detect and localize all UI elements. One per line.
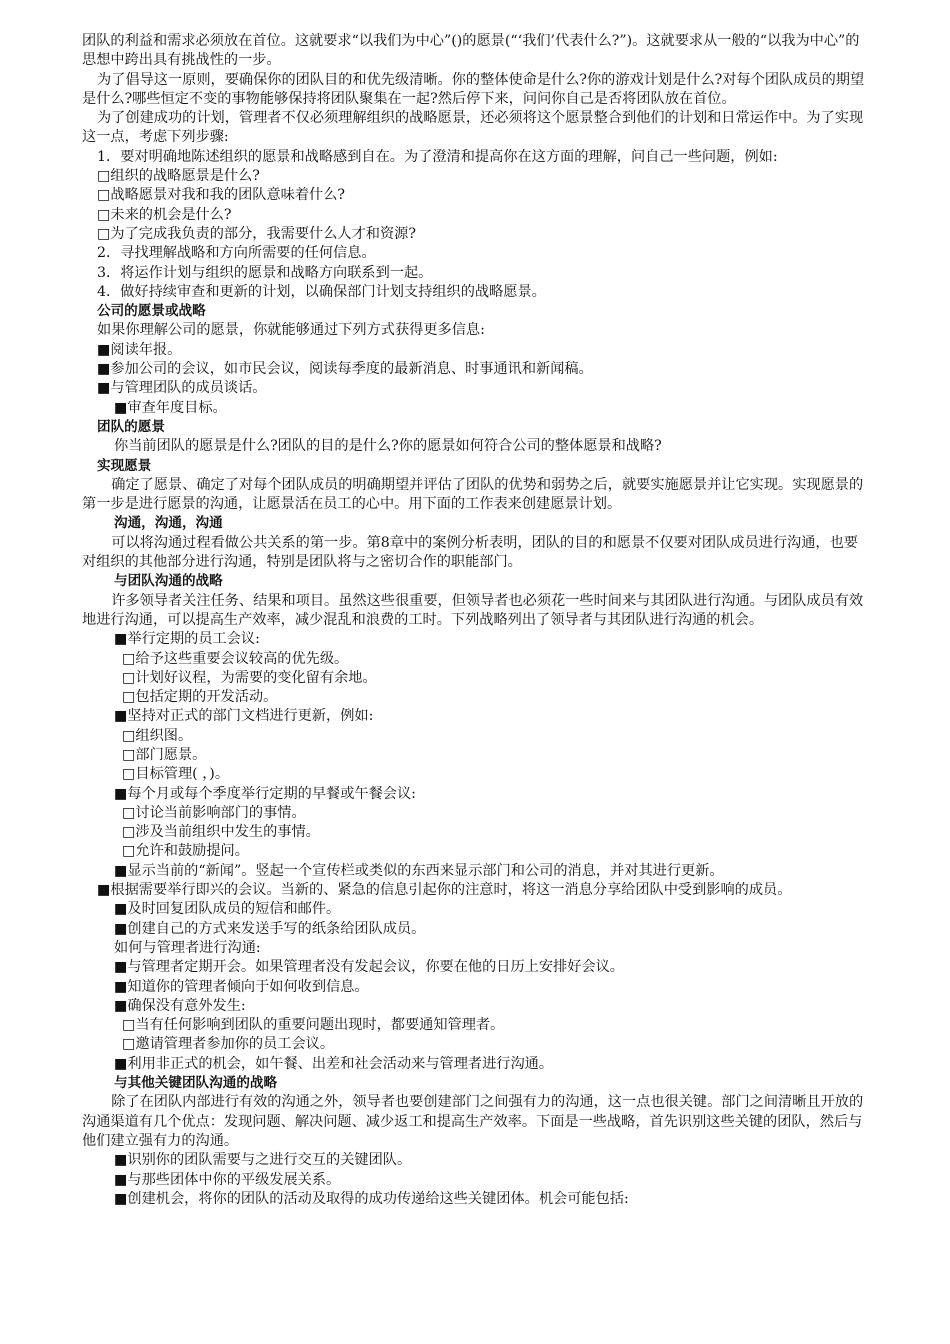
body-paragraph: ■创建自己的方式来发送手写的纸条给团队成员。 [114, 920, 426, 937]
section-heading: 与其他关键团队沟通的战略 [114, 1075, 278, 1092]
body-paragraph: ■及时回复团队成员的短信和邮件。 [114, 901, 341, 918]
body-paragraph: □讨论当前影响部门的事情。 [122, 804, 306, 821]
body-paragraph: □给予这些重要会议较高的优先级。 [122, 650, 349, 667]
body-paragraph: □组织图。 [122, 727, 193, 744]
body-paragraph: □计划好议程，为需要的变化留有余地。 [122, 669, 377, 686]
body-paragraph: □允许和鼓励提问。 [122, 843, 249, 860]
body-paragraph: ■与那些团体中你的平级发展关系。 [114, 1171, 341, 1188]
body-paragraph: ■识别你的团队需要与之进行交互的关键团队。 [114, 1152, 412, 1169]
body-paragraph: 团队的利益和需求必须放在首位。这就要求“以我们为中心”()的愿景(“‘我们’代表什么?”)。这就要求从一般的“以我为中心”的思想中跨出具有挑战性的一步。 [82, 33, 860, 69]
body-paragraph: □涉及当前组织中发生的事情。 [122, 824, 320, 841]
body-paragraph: ■坚持对正式的部门文档进行更新，例如: [114, 708, 374, 725]
body-paragraph: □包括定期的开发活动。 [122, 689, 278, 706]
body-paragraph: □战略愿景对我和我的团队意味着什么? [97, 187, 346, 204]
section-heading: 团队的愿景 [97, 418, 165, 435]
body-paragraph: ■与管理团队的成员谈话。 [97, 380, 267, 397]
section-heading: 公司的愿景或战略 [97, 303, 206, 320]
body-paragraph: □目标管理( ，)。 [122, 766, 230, 783]
body-paragraph: 如何与管理者进行沟通: [114, 939, 261, 956]
body-paragraph: ■与管理者定期开会。如果管理者没有发起会议，你要在他的日历上安排好会议。 [114, 959, 624, 976]
body-paragraph: 可以将沟通过程看做公共关系的第一步。第8章中的案例分析表明，团队的目的和愿景不仅要对团队成员进行沟通，也要对组织的其他部分进行沟通，特别是团队将与之密切合作的职能部门。 [82, 534, 858, 571]
body-paragraph: ■阅读年报。 [97, 341, 182, 358]
body-paragraph: □部门愿景。 [122, 746, 207, 763]
body-paragraph: ■根据需要举行即兴的会议。当新的、紧急的信息引起你的注意时，将这一消息分享给团队中受到影响的成员。 [97, 882, 792, 899]
body-paragraph: ■显示当前的“新闻”。竖起一个宣传栏或类似的东西来显示部门和公司的消息，并对其进行更新。 [114, 862, 724, 879]
body-paragraph: □邀请管理者参加你的员工会议。 [122, 1036, 335, 1053]
body-paragraph: 确定了愿景、确定了对每个团队成员的明确期望并评估了团队的优势和弱势之后，就要实施愿景并让它实现。实现愿景的第一步是进行愿景的沟通，让愿景活在员工的心中。用下面的工作表来创建愿景计划。 [82, 476, 864, 513]
body-paragraph: □为了完成我负责的部分，我需要什么人才和资源? [97, 225, 416, 242]
body-paragraph: ■审查年度目标。 [114, 399, 227, 416]
body-paragraph: 4．做好持续审查和更新的计划，以确保部门计划支持组织的战略愿景。 [97, 283, 546, 300]
body-paragraph: ■举行定期的员工会议: [114, 631, 260, 648]
body-paragraph: □组织的战略愿景是什么? [97, 168, 260, 185]
body-paragraph: ■利用非正式的机会，如午餐、出差和社会活动来与管理者进行沟通。 [114, 1055, 554, 1072]
section-heading: 沟通，沟通，沟通 [114, 515, 223, 532]
body-paragraph: 你当前团队的愿景是什么?团队的目的是什么?你的愿景如何符合公司的整体愿景和战略? [114, 438, 662, 455]
body-paragraph: 如果你理解公司的愿景，你就能够通过下列方式获得更多信息: [97, 322, 485, 339]
body-paragraph: ■确保没有意外发生: [114, 997, 246, 1014]
section-heading: 与团队沟通的战略 [114, 573, 223, 590]
body-paragraph: □当有任何影响到团队的重要问题出现时，都要通知管理者。 [122, 1017, 505, 1034]
body-paragraph: 为了倡导这一原则，要确保你的团队目的和优先级清晰。你的整体使命是什么?你的游戏计划是什么?对每个团队成员的期望是什么?哪些恒定不变的事物能够保持将团队聚集在一起?然后停下来，问问你自己是否将团队放在首位。 [82, 71, 865, 107]
body-paragraph: ■每个月或每个季度举行定期的早餐或午餐会议: [114, 785, 416, 802]
section-heading: 实现愿景 [97, 457, 152, 474]
body-paragraph: 为了创建成功的计划，管理者不仅必须理解组织的战略愿景，还必须将这个愿景整合到他们的计划和日常运作中。为了实现这一点，考虑下列步骤: [82, 110, 864, 146]
body-paragraph: 2．寻找理解战略和方向所需要的任何信息。 [97, 245, 376, 262]
body-paragraph: 许多领导者关注任务、结果和项目。虽然这些很重要，但领导者也必须花一些时间来与其团队进行沟通。与团队成员有效地进行沟通，可以提高生产效率，减少混乱和浪费的工时。下列战略列出了领导者与其团队进行沟通的机会。 [82, 592, 864, 628]
body-paragraph: 1．要对明确地陈述组织的愿景和战略感到自在。为了澄清和提高你在这方面的理解，问自己一些问题，例如: [97, 148, 778, 165]
body-paragraph: ■知道你的管理者倾向于如何收到信息。 [114, 978, 369, 995]
body-paragraph: 3．将运作计划与组织的愿景和战略方向联系到一起。 [97, 264, 433, 281]
body-paragraph: ■创建机会，将你的团队的活动及取得的成功传递给这些关键团体。机会可能包括: [114, 1190, 629, 1207]
body-paragraph: 除了在团队内部进行有效的沟通之外，领导者也要创建部门之间强有力的沟通，这一点也很关键。部门之间清晰且开放的沟通渠道有几个优点：发现问题、解决问题、减少返工和提高生产效率。下面是一些战略，首先识别这些关键的团队，然后与他们建立强有力的沟通。 [82, 1094, 864, 1149]
body-paragraph: ■参加公司的会议，如市民会议，阅读每季度的最新消息、时事通讯和新闻稿。 [97, 361, 593, 378]
body-paragraph: □未来的机会是什么? [97, 206, 232, 223]
